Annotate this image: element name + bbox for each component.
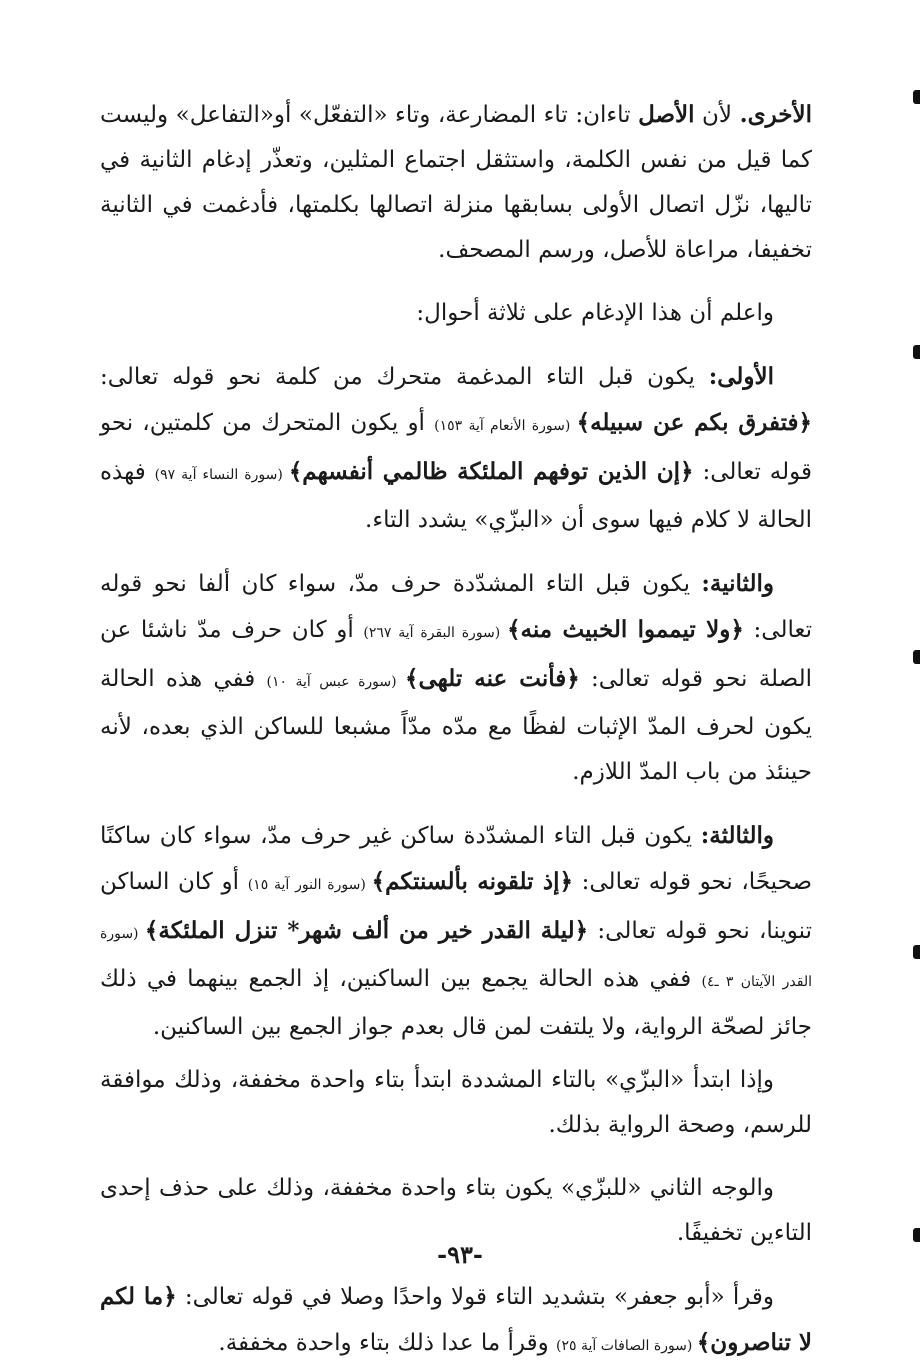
- text-run: والوجه الثاني «للبزّي» يكون بتاء واحدة مخففة، وذلك على حذف إحدى التاءين تخفيفًا.: [100, 1175, 812, 1246]
- emphasized-text: الأولى:: [708, 363, 774, 390]
- text-run: فهذه الحالة لا كلام فيها سوى أن «البزّي» يشدد التاء.: [100, 459, 812, 533]
- emphasized-text: والثالثة:: [700, 822, 774, 849]
- emphasized-text: الأخرى.: [739, 101, 812, 128]
- emphasized-text: ﴿فأنت عنه تلهى﴾: [405, 665, 580, 692]
- verse-reference: (سورة الأنعام آية ١٥٣): [434, 418, 577, 434]
- emphasized-text: ﴿إن الذين توفهم الملئكة ظالمي أنفسهم﴾: [288, 458, 694, 485]
- text-run: وقرأ «أبو جعفر» بتشديد التاء قولا واحدًا وصلا في قوله تعالى:: [176, 1284, 774, 1310]
- emphasized-text: ﴿فتفرق بكم عن سبيله﴾: [576, 409, 812, 436]
- text-run: يكون قبل التاء المشدّدة حرف مدّ، سواء كان ألفا نحو قوله تعالى:: [100, 571, 812, 643]
- text-run: واعلم أن هذا الإدغام على ثلاثة أحوال:: [416, 300, 774, 326]
- text-run: يكون قبل التاء المشدّدة ساكن غير حرف مدّ، سواء كان ساكنًا صحيحًا، نحو قوله تعالى:: [100, 823, 812, 895]
- paragraph-6: [100, 1058, 812, 1148]
- emphasized-text: ﴿ما لكم لا تناصرون﴾: [100, 1283, 812, 1356]
- text-run: أو كان حرف مدّ ناشئا عن الصلة نحو قوله تعالى:: [100, 617, 812, 692]
- edge-mark: [913, 945, 920, 959]
- text-run: أو كان الساكن تنوينا، نحو قوله تعالى:: [100, 869, 812, 944]
- text-run: وإذا ابتدأ «البزّي» بالتاء المشددة ابتدأ بتاء واحدة مخففة، وذلك موافقة للرسم، وصحة الرواية بذلك.: [100, 1067, 812, 1138]
- page-number: -٩٣-: [437, 1240, 483, 1269]
- verse-reference: (سورة النور آية ١٥): [247, 877, 372, 893]
- text-run: وقرأ ما عدا ذلك بتاء واحدة مخففة.: [218, 1330, 556, 1356]
- edge-mark: [913, 1228, 920, 1242]
- verse-reference: (سورة النساء آية ٩٧): [154, 467, 289, 483]
- text-run: لأن: [694, 102, 740, 128]
- edge-mark: [913, 90, 920, 104]
- verse-reference: (سورة الصافات آية ٢٥): [556, 1338, 697, 1354]
- page-body: [100, 92, 812, 1369]
- text-run: يكون قبل التاء المدغمة متحرك من كلمة نحو قوله تعالى:: [100, 364, 709, 390]
- verse-reference: (سورة القدر الآيتان ٣ ـ٤): [100, 926, 812, 990]
- text-run: تاءان: تاء المضارعة، وتاء «التفعّل» أو«التفاعل» وليست كما قيل من نفس الكلمة، واستثقل اجتماع المثلين، وتعذّر إدغام الثانية في تاليها، نزّل اتصال الأولى بسابقها منزلة اتصالها بكلمتها، فأدغمت في الثانية تخفيفا، مراعاة للأصل، ورسم المصحف.: [100, 102, 812, 263]
- edge-mark: [913, 345, 920, 359]
- emphasized-text: الأصل: [638, 101, 695, 128]
- paragraph-3: [100, 354, 812, 543]
- paragraph-4: [100, 561, 812, 795]
- emphasized-text: ﴿إذ تلقونه بألسنتكم﴾: [371, 868, 573, 895]
- paragraph-8: [100, 1274, 812, 1369]
- emphasized-text: ﴿ليلة القدر خير من ألف شهر* تنزل الملئكة﴾: [144, 917, 589, 944]
- text-run: ففي هذه الحالة يكون لحرف المدّ الإثبات لفظًا مع مدّه مدّاً مشبعا للساكن الذي بعده، لأنه حينئذ من باب المدّ اللازم.: [100, 666, 812, 785]
- emphasized-text: ﴿ولا تيمموا الخبيث منه﴾: [507, 616, 744, 643]
- text-run: أو يكون المتحرك من كلمتين، نحو قوله تعالى:: [100, 410, 812, 485]
- verse-reference: (سورة عبس آية ١٠): [266, 674, 406, 690]
- text-run: ففي هذه الحالة يجمع بين الساكنين، إذ الجمع بينهما في ذلك جائز لصحّة الرواية، ولا يلتفت لمن قال بعدم جواز الجمع بين الساكنين.: [100, 966, 812, 1040]
- paragraph-1: [100, 92, 812, 273]
- edge-mark: [913, 650, 920, 664]
- paragraph-2: [100, 291, 812, 336]
- verse-reference: (سورة البقرة آية ٢٦٧): [363, 625, 508, 641]
- emphasized-text: والثانية:: [701, 570, 774, 597]
- paragraph-5: [100, 813, 812, 1050]
